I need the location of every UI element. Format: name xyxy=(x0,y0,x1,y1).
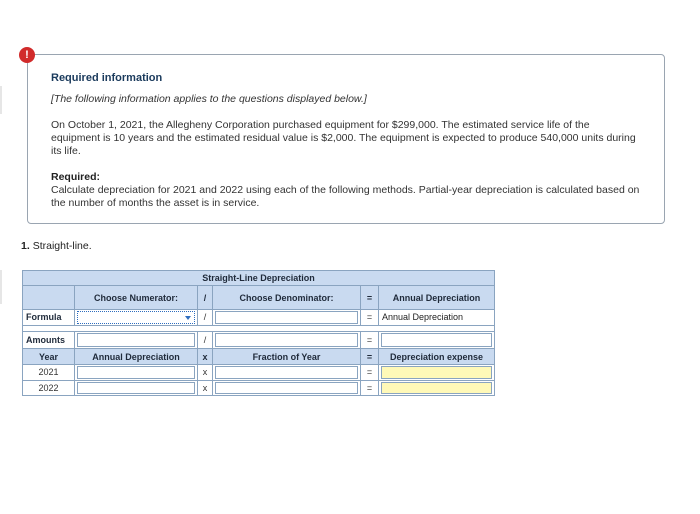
fraction-of-year-2022-input[interactable] xyxy=(215,382,358,394)
times-header: x xyxy=(198,349,213,365)
fraction-2021-cell xyxy=(213,365,361,381)
question-text: Straight-line. xyxy=(32,240,92,252)
amount-denominator-cell xyxy=(213,332,361,349)
formula-label: Formula xyxy=(23,310,75,326)
formula-divide: / xyxy=(198,310,213,326)
amount-numerator-cell xyxy=(75,332,198,349)
year-header: Year xyxy=(23,349,75,365)
page-left-rule-top xyxy=(0,86,2,114)
required-information-box xyxy=(27,54,665,224)
fraction-2022-cell xyxy=(213,381,361,395)
annual-depreciation-2022-input[interactable] xyxy=(77,382,195,394)
table-row-year: 2022 xyxy=(23,381,75,395)
expense-2021-cell xyxy=(379,365,494,381)
times-2022: x xyxy=(198,381,213,395)
amount-result-cell xyxy=(379,332,494,349)
formula-equals: = xyxy=(361,310,379,326)
table-title: Straight-Line Depreciation xyxy=(23,271,494,286)
amounts-divide: / xyxy=(198,332,213,349)
equals-2021: = xyxy=(361,365,379,381)
amount-annual-depreciation-input[interactable] xyxy=(381,333,492,347)
table-row-year: 2021 xyxy=(23,365,75,381)
header-equals: = xyxy=(361,286,379,310)
depreciation-expense-header: Depreciation expense xyxy=(379,349,494,365)
depreciation-expense-2021-input[interactable] xyxy=(381,366,492,379)
depreciation-expense-2022-input[interactable] xyxy=(381,382,492,394)
exclamation-icon: ! xyxy=(19,47,35,63)
header-divide: / xyxy=(198,286,213,310)
expense-2022-cell xyxy=(379,381,494,395)
annual-depreciation-2021-cell xyxy=(75,365,198,381)
chevron-down-icon xyxy=(185,316,191,320)
header-blank xyxy=(23,286,75,310)
annual-depreciation-2022-cell xyxy=(75,381,198,395)
header-numerator: Choose Numerator: xyxy=(75,286,198,310)
equals-2022: = xyxy=(361,381,379,395)
required-heading: Required: xyxy=(51,171,101,183)
info-body: On October 1, 2021, the Allegheny Corporation purchased equipment for $299,000. The estimated service life of the equipment is 10 years and the estimated residual value is $2,000. The equipment is expected to produce 540,000 units during its life. xyxy=(51,119,636,157)
equals-header: = xyxy=(361,349,379,365)
denominator-select-cell xyxy=(213,310,361,326)
info-note: [The following information applies to the questions displayed below.] xyxy=(51,93,367,105)
header-annual-depreciation: Annual Depreciation xyxy=(379,286,494,310)
times-2021: x xyxy=(198,365,213,381)
annual-depreciation-2021-input[interactable] xyxy=(77,366,195,379)
denominator-select[interactable] xyxy=(215,311,358,324)
page-left-rule-bottom xyxy=(0,270,2,304)
fraction-of-year-header: Fraction of Year xyxy=(213,349,361,365)
numerator-select-cell xyxy=(75,310,198,326)
info-title: Required information xyxy=(51,72,163,84)
question-label xyxy=(21,240,92,252)
numerator-select[interactable] xyxy=(77,311,195,324)
formula-result-label: Annual Depreciation xyxy=(379,310,494,326)
header-denominator: Choose Denominator: xyxy=(213,286,361,310)
fraction-of-year-2021-input[interactable] xyxy=(215,366,358,379)
required-body: Calculate depreciation for 2021 and 2022 using each of the following methods. Partial-year depreciation is calculated based on the number of months the asset is in service. xyxy=(51,184,640,209)
amount-denominator-input[interactable] xyxy=(215,333,358,347)
amount-numerator-input[interactable] xyxy=(77,333,195,347)
amounts-label: Amounts xyxy=(23,332,75,349)
annual-depreciation-header: Annual Depreciation xyxy=(75,349,198,365)
question-number: 1. xyxy=(21,240,30,252)
straight-line-depreciation-table xyxy=(22,270,495,396)
amounts-equals: = xyxy=(361,332,379,349)
